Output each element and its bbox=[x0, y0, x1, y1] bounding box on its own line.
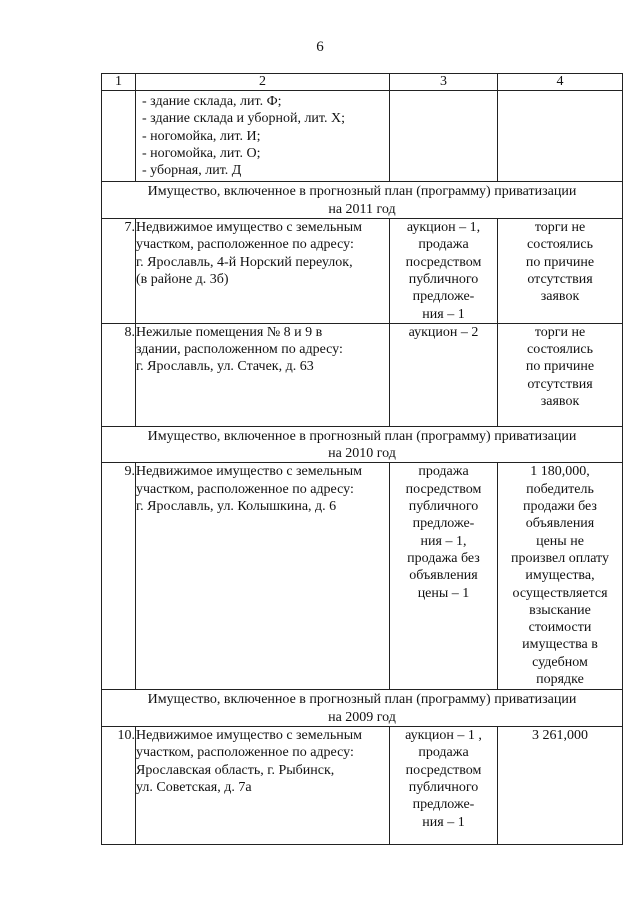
column-header: 2 bbox=[136, 74, 390, 91]
table-row bbox=[102, 727, 623, 845]
section-title: Имущество, включенное в прогнозный план (программу) приватизации на 2010 год bbox=[102, 426, 623, 463]
column-header-row bbox=[102, 74, 623, 91]
continuation-items: - здание склада, лит. Ф; - здание склада и уборной, лит. Х; - ногомойка, лит. И; - ногомойка, лит. О; - уборная, лит. Д bbox=[136, 91, 390, 182]
column-header: 1 bbox=[102, 74, 136, 91]
section-title: Имущество, включенное в прогнозный план (программу) приватизации на 2011 год bbox=[102, 182, 623, 219]
row-method: аукцион – 1, продажа посредством публичного предложе- ния – 1 bbox=[390, 219, 498, 324]
row-number: 10. bbox=[102, 727, 136, 845]
row-result: 3 261,000 bbox=[498, 727, 623, 845]
continuation-row bbox=[102, 91, 623, 182]
row-description: Недвижимое имущество с земельным участком, расположенное по адресу: г. Ярославль, ул. Колышкина, д. 6 bbox=[136, 463, 390, 690]
table-row bbox=[102, 219, 623, 324]
table-row bbox=[102, 323, 623, 426]
row-number: 7. bbox=[102, 219, 136, 324]
table-row bbox=[102, 463, 623, 690]
row-result: торги не состоялись по причине отсутствия заявок bbox=[498, 323, 623, 426]
privatization-table bbox=[101, 73, 623, 845]
row-description: Недвижимое имущество с земельным участком, расположенное по адресу: г. Ярославль, 4-й Норский переулок, (в районе д. 3б) bbox=[136, 219, 390, 324]
continuation-method-cell bbox=[390, 91, 498, 182]
row-method: продажа посредством публичного предложе- ния – 1, продажа без объявления цены – 1 bbox=[390, 463, 498, 690]
section-title: Имущество, включенное в прогнозный план (программу) приватизации на 2009 год bbox=[102, 690, 623, 727]
row-method: аукцион – 1 , продажа посредством публичного предложе- ния – 1 bbox=[390, 727, 498, 845]
row-description: Нежилые помещения № 8 и 9 в здании, расположенном по адресу: г. Ярославль, ул. Стачек, д. 63 bbox=[136, 323, 390, 426]
row-method: аукцион – 2 bbox=[390, 323, 498, 426]
continuation-result-cell bbox=[498, 91, 623, 182]
continuation-num-cell bbox=[102, 91, 136, 182]
section-header-2009 bbox=[102, 690, 623, 727]
row-number: 8. bbox=[102, 323, 136, 426]
column-header: 3 bbox=[390, 74, 498, 91]
row-number: 9. bbox=[102, 463, 136, 690]
row-result: 1 180,000, победитель продажи без объявления цены не произвел оплату имущества, осуществляется взыскание стоимости имущества в судебном порядке bbox=[498, 463, 623, 690]
page-number: 6 bbox=[316, 39, 324, 55]
section-header-2010 bbox=[102, 426, 623, 463]
section-header-2011 bbox=[102, 182, 623, 219]
row-result: торги не состоялись по причине отсутствия заявок bbox=[498, 219, 623, 324]
row-description: Недвижимое имущество с земельным участком, расположенное по адресу: Ярославская область, г. Рыбинск, ул. Советская, д. 7а bbox=[136, 727, 390, 845]
column-header: 4 bbox=[498, 74, 623, 91]
